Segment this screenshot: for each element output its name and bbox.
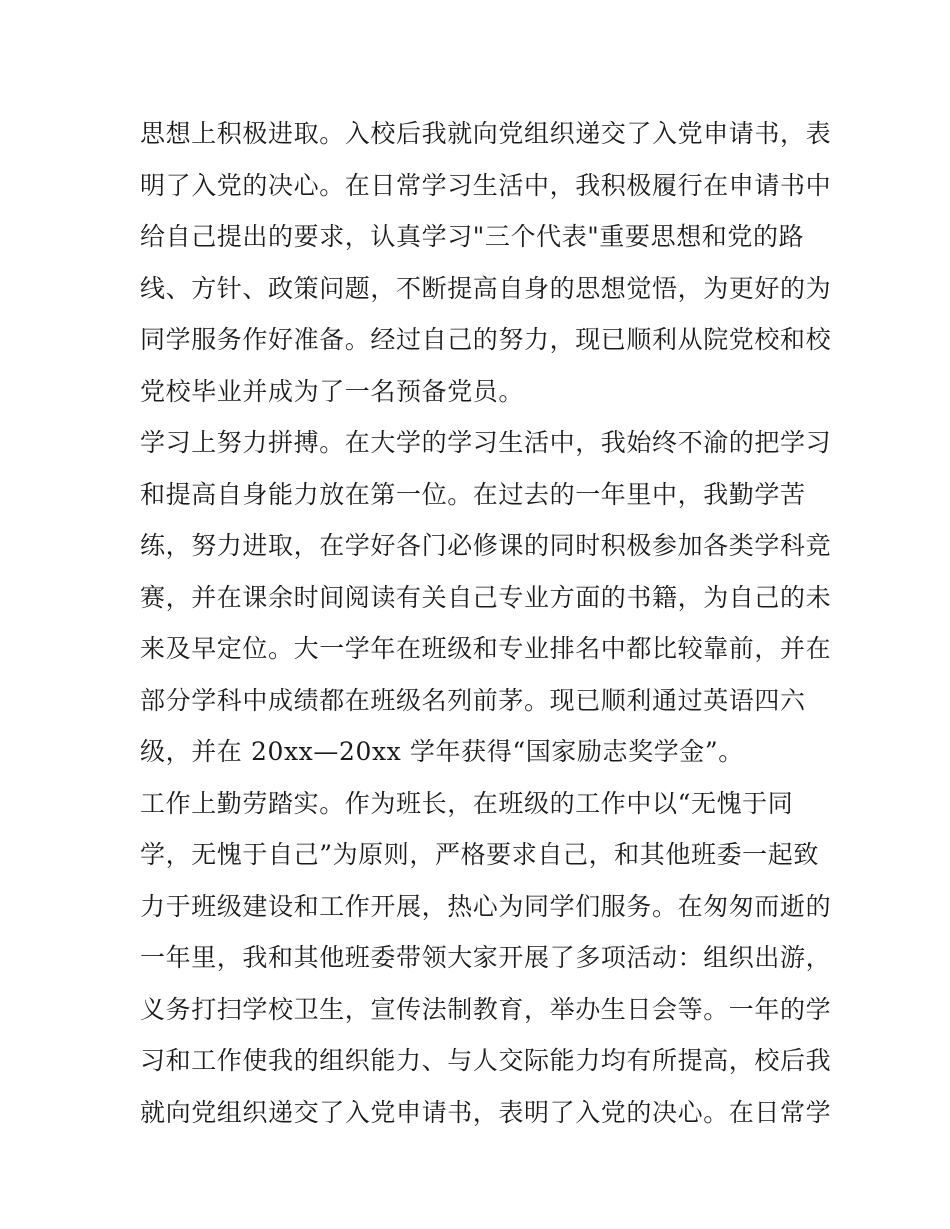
text-line: 练，努力进取，在学好各门必修课的同时积极参加各类学科竞 [140, 531, 832, 560]
text-line: 学，无愧于自己”为原则，严格要求自己，和其他班委一起致 [140, 840, 819, 869]
text-line: 思想上积极进取。入校后我就向党组织递交了入党申请书，表 [140, 119, 832, 148]
text-line: 来及早定位。大一学年在班级和专业排名中都比较靠前，并在 [140, 634, 832, 663]
text-line: 级，并在 20xx—20xx 学年获得“国家励志奖学金”。 [140, 737, 744, 766]
text-line: 学习上努力拼搏。在大学的学习生活中，我始终不渝的把学习 [140, 428, 832, 457]
text-line: 力于班级建设和工作开展，热心为同学们服务。在匆匆而逝的 [140, 891, 832, 921]
text-line: 党校毕业并成为了一名预备党员。 [140, 376, 525, 406]
text-line: 给自己提出的要求，认真学习"三个代表"重要思想和党的路 [140, 222, 805, 251]
text-line: 就向党组织递交了入党申请书，表明了入党的决心。在日常学 [140, 1097, 832, 1127]
text-line: 工作上勤劳踏实。作为班长，在班级的工作中以“无愧于同 [140, 788, 794, 818]
text-line: 线、方针、政策问题，不断提高自身的思想觉悟，为更好的为 [140, 273, 832, 303]
text-line: 一年里，我和其他班委带领大家开展了多项活动：组织出游， [140, 943, 832, 972]
text-line: 赛，并在课余时间阅读有关自己专业方面的书籍，为自己的未 [140, 582, 832, 612]
text-line: 义务打扫学校卫生，宣传法制教育，举办生日会等。一年的学 [140, 994, 832, 1024]
text-line: 习和工作使我的组织能力、与人交际能力均有所提高，校后我 [140, 1046, 832, 1075]
body-text [140, 108, 832, 1138]
text-line: 和提高自身能力放在第一位。在过去的一年里中，我勤学苦 [140, 479, 806, 509]
text-line: 明了入党的决心。在日常学习生活中，我积极履行在申请书中 [140, 170, 832, 200]
text-line: 同学服务作好准备。经过自己的努力，现已顺利从院党校和校 [140, 325, 832, 354]
text-line: 部分学科中成绩都在班级名列前茅。现已顺利通过英语四六 [140, 685, 806, 715]
